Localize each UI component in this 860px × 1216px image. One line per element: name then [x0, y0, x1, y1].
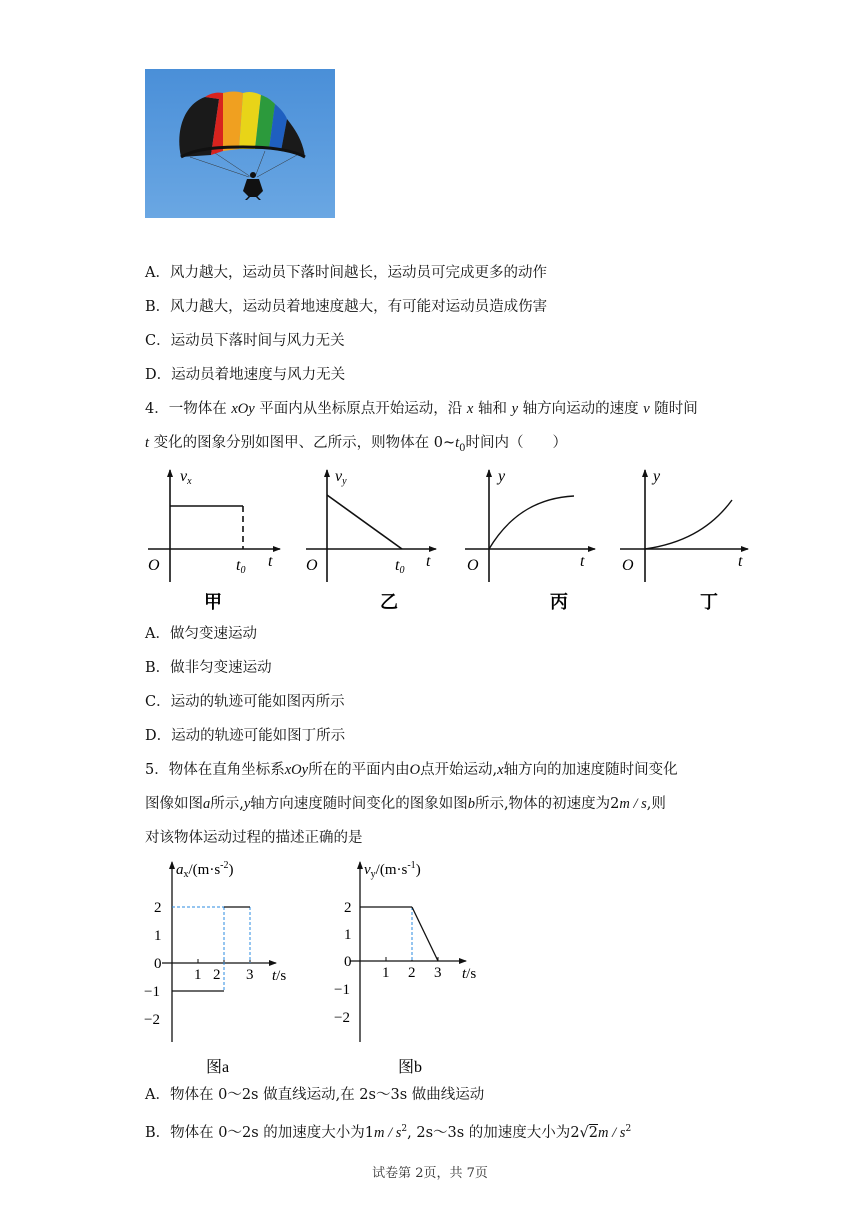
question-4-stem-line2: t 变化的图象分别如图甲、乙所示，则物体在 $0\sim t_0$时间内（ ）: [145, 435, 568, 454]
t0-tick-label: t0: [395, 557, 405, 576]
y-tick-label: 2: [154, 900, 162, 916]
y-tick-label: −1: [334, 982, 350, 998]
option-c: C．运动员下落时间与风力无关: [145, 333, 345, 349]
option-a: A．物体在 0～2s 做直线运动,在 2s～3s 做曲线运动: [145, 1087, 485, 1103]
origin-label: O: [306, 557, 318, 574]
option-d: D．运动员着地速度与风力无关: [145, 367, 346, 383]
graph-caption: 丙: [550, 592, 568, 612]
t0-tick-label: t0: [236, 557, 246, 576]
y-axis-label: y: [498, 468, 506, 485]
acceleration-velocity-graphs: [140, 852, 500, 1082]
graph-ding: [620, 468, 748, 612]
y-axis-label: y: [653, 468, 661, 485]
x-tick-label: 2: [213, 967, 221, 983]
y-tick-label: 1: [154, 928, 162, 944]
y-axis-label: $a_x/(m\cdot s^{-2})$: [176, 860, 234, 880]
x-axis-label: t/s: [272, 968, 287, 984]
x-axis-label: t: [738, 553, 743, 570]
graph-jia: [148, 468, 280, 612]
question-4-stem-line1: 4．一物体在 xOy 平面内从坐标原点开始运动，沿 x 轴和 y 轴方向运动的速度 v 随时间: [145, 401, 698, 417]
y-tick-label: 2: [344, 900, 352, 916]
x-tick-label: 3: [246, 967, 254, 983]
y-tick-label: −2: [334, 1010, 350, 1026]
y-tick-label: 1: [344, 927, 352, 943]
vy-decreasing-line: [327, 495, 402, 549]
x-axis-label: t: [268, 553, 273, 570]
graph-caption: 图a: [206, 1059, 230, 1076]
option-a: A．做匀变速运动: [145, 626, 257, 642]
trajectory-curve-convex: [645, 500, 732, 549]
x-tick-label: 1: [382, 965, 390, 981]
vy-decreasing-segment: [412, 907, 438, 961]
y-axis-label: vy: [335, 468, 347, 487]
y-axis-label: vx: [180, 468, 192, 487]
y-tick-label: 0: [344, 954, 352, 970]
parachute-photo: [145, 69, 335, 218]
origin-label: O: [148, 557, 160, 574]
sqrt-sign: √: [579, 1124, 589, 1141]
graph-a: [144, 860, 286, 1076]
question-5-stem-line1: 5．物体在直角坐标系xOy所在的平面内由O点开始运动,x轴方向的加速度随时间变化: [145, 762, 678, 778]
y-tick-label: 0: [154, 956, 162, 972]
x-axis-label: t: [580, 553, 585, 570]
option-b: B．做非匀变速运动: [145, 660, 272, 676]
x-axis-label: t: [426, 553, 431, 570]
motion-graphs-figure: [140, 462, 760, 622]
y-tick-label: −1: [144, 984, 160, 1000]
origin-label: O: [467, 557, 479, 574]
option-a: A．风力越大，运动员下落时间越长，运动员可完成更多的动作: [145, 265, 547, 281]
y-tick-label: −2: [144, 1012, 160, 1028]
graph-bing: [465, 468, 595, 612]
option-c: C．运动的轨迹可能如图丙所示: [145, 694, 345, 710]
graph-caption: 丁: [700, 592, 718, 612]
origin-label: O: [622, 557, 634, 574]
x-tick-label: 2: [408, 965, 416, 981]
graph-caption: 图b: [398, 1059, 423, 1076]
graph-yi: [306, 468, 436, 612]
question-5-stem-line2: 图像如图a所示,y轴方向速度随时间变化的图象如图b所示,物体的初速度为2m / s,则: [145, 796, 666, 812]
x-axis-label: t/s: [462, 966, 477, 982]
option-b: B．风力越大，运动员着地速度越大，有可能对运动员造成伤害: [145, 299, 548, 315]
question-5-stem-line3: 对该物体运动过程的描述正确的是: [145, 830, 363, 846]
x-tick-label: 3: [434, 965, 442, 981]
graph-caption: 乙: [380, 592, 398, 612]
page-footer: 试卷第 2页，共 7页: [372, 1166, 488, 1181]
graph-b: [334, 860, 476, 1076]
graph-caption: 甲: [204, 592, 222, 612]
trajectory-curve-concave: [489, 496, 574, 549]
option-d: D．运动的轨迹可能如图丁所示: [145, 728, 346, 744]
x-tick-label: 1: [194, 967, 202, 983]
y-axis-label: $v_y/(m\cdot s^{-1})$: [364, 860, 421, 880]
option-b: B．物体在 0～2s 的加速度大小为$1m / s^2$, 2s～3s 的加速度大小为$2√2m / s^2$: [145, 1124, 632, 1141]
